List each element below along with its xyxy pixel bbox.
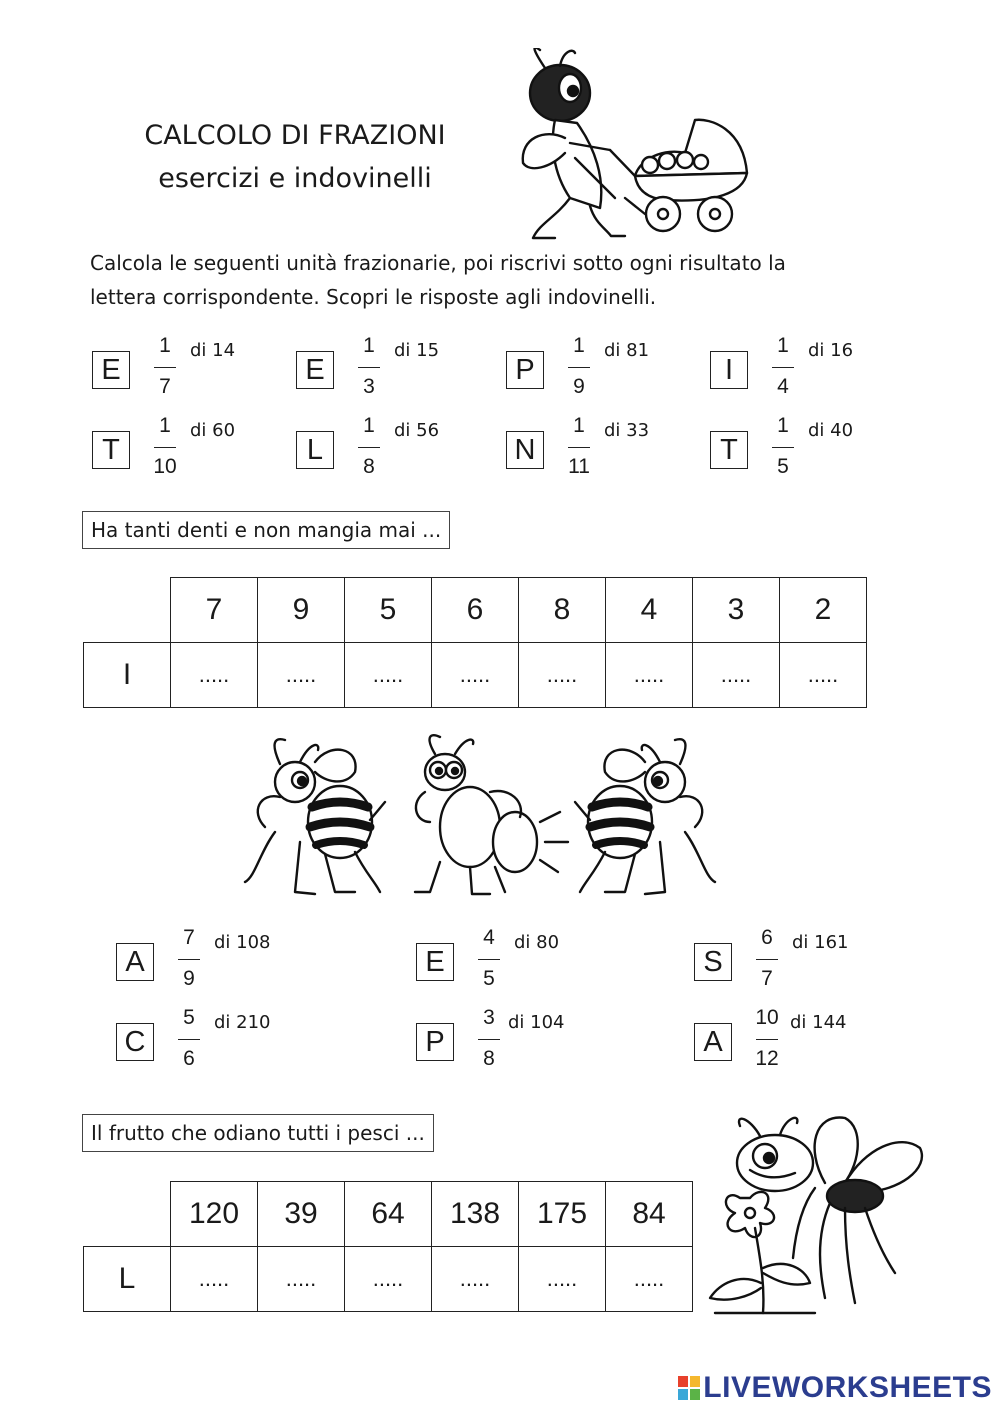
numerator: 1 <box>159 414 171 437</box>
numerator: 1 <box>573 334 585 357</box>
answer-field[interactable]: ..... <box>171 1247 258 1312</box>
fraction <box>766 411 800 482</box>
table-cell-number: 3 <box>693 578 780 643</box>
denominator: 7 <box>761 967 773 990</box>
riddle2-question: Il frutto che odiano tutti i pesci ... <box>82 1114 434 1152</box>
denominator: 11 <box>568 455 590 478</box>
numerator: 7 <box>183 926 195 949</box>
letter-box: T <box>92 431 130 469</box>
table-cell-number: 4 <box>606 578 693 643</box>
letter-box: P <box>506 351 544 389</box>
fraction <box>562 411 596 482</box>
denominator: 5 <box>483 967 495 990</box>
answer-field[interactable]: ..... <box>693 643 780 708</box>
answer-field[interactable]: ..... <box>432 643 519 708</box>
of-value: di 80 <box>514 932 560 953</box>
riddle2-answer-table <box>83 1181 693 1312</box>
of-value: di 104 <box>508 1012 565 1033</box>
answer-field[interactable]: ..... <box>519 1247 606 1312</box>
fraction <box>352 331 386 402</box>
of-value: di 60 <box>190 420 236 441</box>
letter-box: N <box>506 431 544 469</box>
letter-box: E <box>92 351 130 389</box>
of-value: di 81 <box>604 340 650 361</box>
answer-field[interactable]: ..... <box>345 643 432 708</box>
table-row <box>84 643 867 708</box>
denominator: 10 <box>153 455 177 478</box>
table-cell-number: 175 <box>519 1182 606 1247</box>
of-value: di 144 <box>790 1012 847 1033</box>
letter-box: S <box>694 943 732 981</box>
numerator: 1 <box>363 414 375 437</box>
denominator: 4 <box>777 375 789 398</box>
letter-box: E <box>416 943 454 981</box>
denominator: 6 <box>183 1047 195 1070</box>
numerator: 5 <box>183 1006 195 1029</box>
answer-field[interactable]: ..... <box>171 643 258 708</box>
of-value: di 15 <box>394 340 440 361</box>
page-title: CALCOLO DI FRAZIONI <box>144 120 446 151</box>
instructions-line-2: lettera corrispondente. Scopri le risposte agli indovinelli. <box>90 285 657 309</box>
table-cell-number: 2 <box>780 578 867 643</box>
riddle1-question: Ha tanti denti e non mangia mai ... <box>82 511 450 549</box>
liveworksheets-logo <box>678 1371 992 1405</box>
numerator: 1 <box>573 414 585 437</box>
numerator: 1 <box>777 334 789 357</box>
letter-box: T <box>710 431 748 469</box>
fly-with-flower-illustration <box>705 1108 940 1318</box>
denominator: 12 <box>755 1047 779 1070</box>
table-cell-number: 6 <box>432 578 519 643</box>
letter-box: C <box>116 1023 154 1061</box>
table-row <box>84 1247 693 1312</box>
fraction <box>172 1003 206 1074</box>
numerator: 1 <box>363 334 375 357</box>
numerator: 1 <box>777 414 789 437</box>
answer-field[interactable]: ..... <box>606 1247 693 1312</box>
page-subtitle: esercizi e indovinelli <box>158 163 432 194</box>
letter-box: A <box>116 943 154 981</box>
table-cell-number: 7 <box>171 578 258 643</box>
denominator: 5 <box>777 455 789 478</box>
fraction <box>472 1003 506 1074</box>
fraction <box>562 331 596 402</box>
table-cell-number: 39 <box>258 1182 345 1247</box>
instructions-line-1: Calcola le seguenti unità frazionarie, poi riscrivi sotto ogni risultato la <box>90 251 786 275</box>
numerator: 3 <box>483 1006 495 1029</box>
denominator: 3 <box>363 375 375 398</box>
numerator: 4 <box>483 926 495 949</box>
of-value: di 108 <box>214 932 271 953</box>
answer-field[interactable]: ..... <box>519 643 606 708</box>
answer-field[interactable]: ..... <box>780 643 867 708</box>
table-cell-letter: I <box>84 643 171 708</box>
of-value: di 161 <box>792 932 849 953</box>
table-row <box>84 1182 693 1247</box>
table-cell-number: 84 <box>606 1182 693 1247</box>
table-cell-number: 64 <box>345 1182 432 1247</box>
letter-box: A <box>694 1023 732 1061</box>
logo-text: LIVEWORKSHEETS <box>703 1371 992 1404</box>
fly-with-pram-illustration <box>515 48 755 248</box>
letter-box: L <box>296 431 334 469</box>
letter-box: I <box>710 351 748 389</box>
denominator: 7 <box>159 375 171 398</box>
numerator: 1 <box>159 334 171 357</box>
fraction <box>472 923 506 994</box>
numerator: 10 <box>755 1006 779 1029</box>
denominator: 9 <box>573 375 585 398</box>
answer-field[interactable]: ..... <box>606 643 693 708</box>
fraction <box>148 331 182 402</box>
liveworksheets-logo-icon <box>678 1376 700 1400</box>
of-value: di 210 <box>214 1012 271 1033</box>
bees-and-firefly-illustration <box>240 732 720 902</box>
of-value: di 14 <box>190 340 236 361</box>
denominator: 8 <box>363 455 375 478</box>
table-cell-letter: L <box>84 1247 171 1312</box>
table-cell-number: 8 <box>519 578 606 643</box>
fraction <box>352 411 386 482</box>
of-value: di 16 <box>808 340 854 361</box>
fraction <box>172 923 206 994</box>
table-cell-number: 9 <box>258 578 345 643</box>
riddle1-answer-table <box>83 577 867 708</box>
answer-field[interactable]: ..... <box>258 1247 345 1312</box>
denominator: 8 <box>483 1047 495 1070</box>
letter-box: P <box>416 1023 454 1061</box>
table-cell-number: 138 <box>432 1182 519 1247</box>
denominator: 9 <box>183 967 195 990</box>
of-value: di 40 <box>808 420 854 441</box>
answer-field[interactable]: ..... <box>432 1247 519 1312</box>
answer-field[interactable]: ..... <box>258 643 345 708</box>
fraction <box>750 1003 784 1074</box>
answer-field[interactable]: ..... <box>345 1247 432 1312</box>
of-value: di 56 <box>394 420 440 441</box>
fraction <box>750 923 784 994</box>
table-row <box>84 578 867 643</box>
table-cell-number: 5 <box>345 578 432 643</box>
letter-box: E <box>296 351 334 389</box>
fraction <box>766 331 800 402</box>
numerator: 6 <box>761 926 773 949</box>
table-cell-number: 120 <box>171 1182 258 1247</box>
of-value: di 33 <box>604 420 650 441</box>
fraction <box>148 411 182 482</box>
